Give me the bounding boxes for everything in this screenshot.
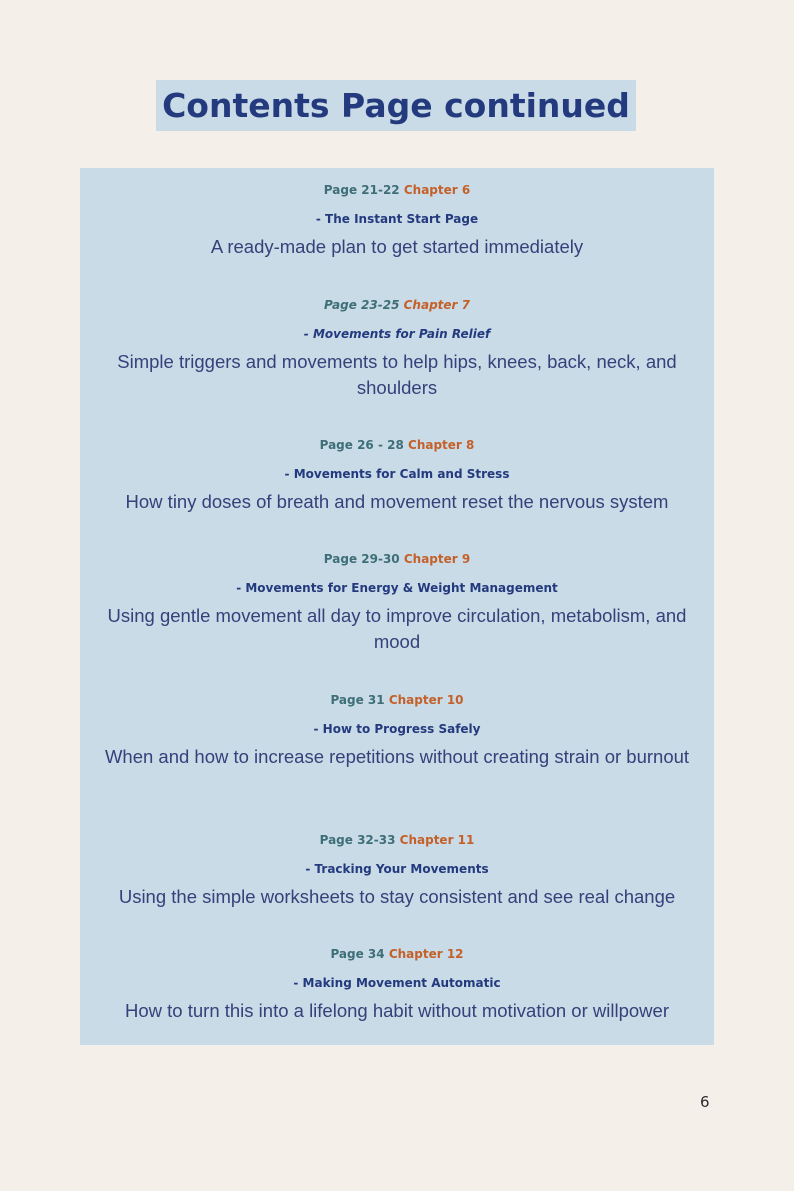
contents-entry-chapter-6 <box>80 178 714 260</box>
title-banner <box>156 80 636 131</box>
page-range: Page 26 - 28 <box>319 438 404 452</box>
entry-page-line <box>80 828 714 852</box>
chapter-description: Using the simple worksheets to stay consistent and see real change <box>118 886 676 907</box>
page-number: 6 <box>700 1093 710 1111</box>
page-range: Page 34 <box>330 947 385 961</box>
chapter-description: How to turn this into a lifelong habit without motivation or willpower <box>125 1000 669 1021</box>
contents-entry-chapter-11 <box>80 828 714 910</box>
chapter-title: - Making Movement Automatic <box>293 976 501 990</box>
entry-page-line <box>80 293 714 317</box>
chapter-title: - How to Progress Safely <box>313 722 481 736</box>
entry-page-line <box>80 942 714 966</box>
chapter-description: How tiny doses of breath and movement reset the nervous system <box>125 491 669 512</box>
entry-page-line <box>80 178 714 202</box>
contents-entry-chapter-12 <box>80 942 714 1024</box>
chapter-number: Chapter 10 <box>388 693 464 707</box>
contents-entry-chapter-10 <box>80 688 714 770</box>
chapter-number: Chapter 8 <box>408 438 475 452</box>
chapter-number: Chapter 11 <box>399 833 475 847</box>
page-range: Page 29-30 <box>323 552 400 566</box>
page-range: Page 21-22 <box>323 183 400 197</box>
chapter-number: Chapter 6 <box>403 183 471 197</box>
entry-page-line <box>80 433 714 457</box>
contents-entry-chapter-8 <box>80 433 714 515</box>
entry-page-line <box>80 688 714 712</box>
chapter-description: Simple triggers and movements to help hips, knees, back, neck, and shoulders <box>117 351 677 398</box>
chapter-number: Chapter 9 <box>403 552 471 566</box>
page-range: Page 31 <box>330 693 385 707</box>
page-range: Page 23-25 <box>324 298 400 312</box>
chapter-title: - The Instant Start Page <box>315 212 479 226</box>
chapter-title: - Tracking Your Movements <box>305 862 489 876</box>
chapter-title: - Movements for Pain Relief <box>303 327 491 341</box>
chapter-description: A ready-made plan to get started immediately <box>210 236 584 257</box>
chapter-description: When and how to increase repetitions without creating strain or burnout <box>104 746 690 767</box>
chapter-number: Chapter 12 <box>388 947 464 961</box>
contents-panel <box>80 168 714 1045</box>
chapter-number: Chapter 7 <box>403 298 470 312</box>
page-title: Contents Page continued <box>162 86 630 125</box>
page-range: Page 32-33 <box>319 833 396 847</box>
chapter-title: - Movements for Calm and Stress <box>284 467 510 481</box>
chapter-title: - Movements for Energy & Weight Management <box>236 581 558 595</box>
contents-entry-chapter-7 <box>80 293 714 401</box>
contents-entry-chapter-9 <box>80 547 714 655</box>
entry-page-line <box>80 547 714 571</box>
chapter-description: Using gentle movement all day to improve circulation, metabolism, and mood <box>107 605 687 652</box>
